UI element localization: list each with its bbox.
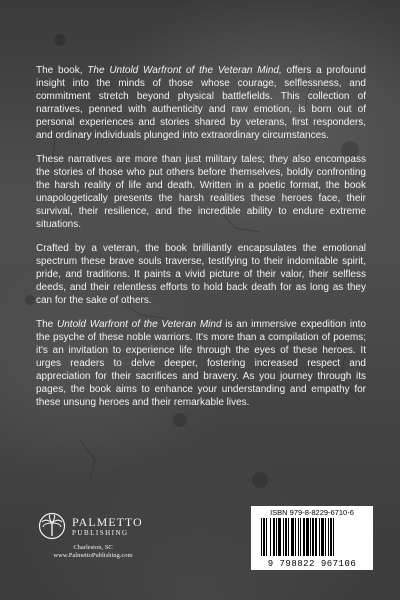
paragraph-4 [36, 318, 366, 409]
p4-post: is an immersive expedition into the psyche of these noble warriors. It's more than a compilation of poems; it's an invitation to experience life through the eyes of these heroes. It urges readers to delve deeper, fostering increased respect and appreciation for their sacrifices and bravery. As you journey through its pages, the book aims to enhance your understanding and empathy for these unsung heroes and their remarkable lives. [36, 319, 366, 408]
p1-pre: The book, [36, 65, 88, 76]
blurb [36, 64, 366, 420]
publisher-block [38, 512, 148, 560]
publisher-location: Charleston, SC [73, 544, 113, 551]
publisher-location-block [38, 544, 148, 560]
book-title-2: Untold Warfront of the Veteran Mind [57, 319, 222, 330]
paragraph-1 [36, 64, 366, 142]
paragraph-2: These narratives are more than just military tales; they also encompass the stories of those who put others before themselves, boldly confronting the harsh reality of life and death. Written in a poetic format, the book unapologetically presents the harsh realities these heroes face, their survival, their resilience, and the incredible ability to endure extreme situations. [36, 154, 366, 230]
isbn-label: ISBN 979-8-8229-6710-6 [270, 508, 354, 517]
publisher-name: PALMETTO [72, 514, 143, 529]
palmetto-tree-icon [38, 512, 66, 540]
publisher-sub: PUBLISHING [72, 528, 129, 537]
book-title-1: The Untold Warfront of the Veteran Mind, [87, 65, 282, 76]
barcode-bars [259, 518, 365, 558]
publisher-website: www.PalmettoPublishing.com [53, 552, 133, 559]
p4-pre: The [36, 319, 58, 330]
paragraph-3: Crafted by a veteran, the book brilliantly encapsulates the emotional spectrum these brave souls traverse, testifying to their indomitable spirit, pride, and traditions. It paints a vivid picture of their valor, their selfless deeds, and their relentless efforts to hold back death for as long as they can for the sake of others. [36, 243, 366, 306]
barcode-number: 9 798822 967106 [267, 559, 357, 569]
isbn-barcode [251, 506, 373, 570]
p1-post: offers a profound insight into the minds of those whose courage, selflessness, and commitment stretch beyond physical battlefields. This collection of narratives, penned with authenticity and raw emotion, is born out of personal experiences and stories shared by veterans, first responders, and ordinary individuals plunged into extraordinary circumstances. [36, 65, 366, 141]
publisher-logo [38, 512, 148, 540]
